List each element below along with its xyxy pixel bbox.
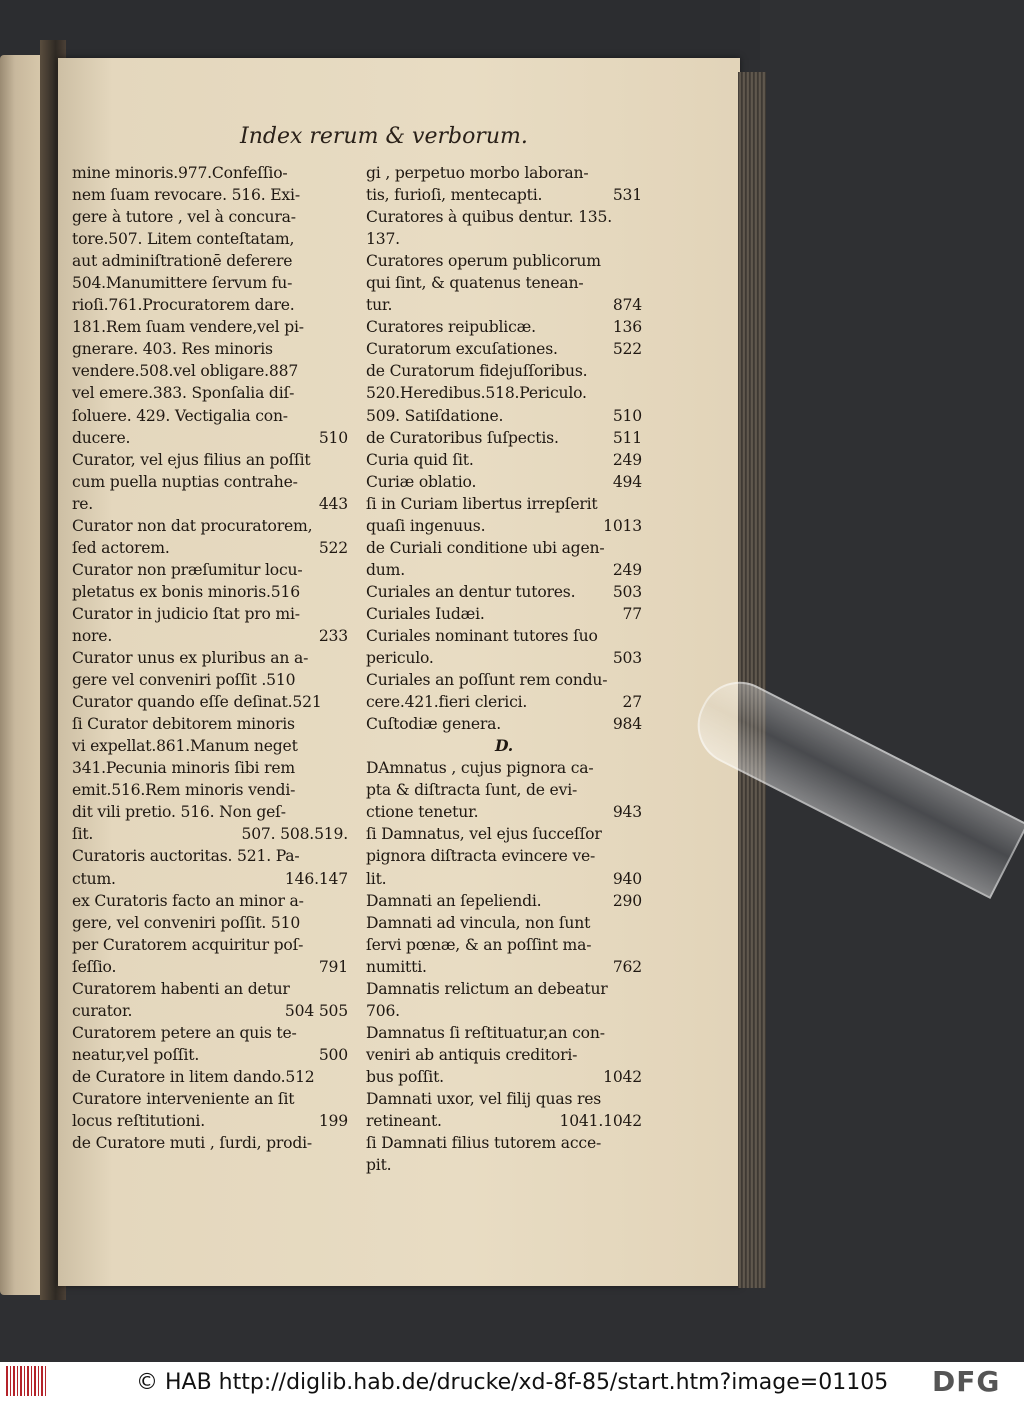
index-entry (72, 405, 348, 427)
index-entry-text: Damnati ad vincula, non ſunt (366, 913, 591, 932)
page-reference: 1042 (603, 1067, 642, 1086)
index-entry-text: 181.Rem ſuam vendere,vel pi- (72, 318, 304, 337)
index-entry-text: Curatore interveniente an ſit (72, 1089, 295, 1108)
index-entry-text: nem ſuam revocare. 516. Exi- (72, 186, 300, 205)
page-reference: 791 (318, 957, 348, 976)
index-entry (366, 272, 642, 294)
page-reference: 531 (612, 186, 642, 205)
index-entry-text: vel emere.383. Sponſalia diſ- (72, 384, 295, 403)
index-entry-text: 341.Pecunia minoris ſibi rem (72, 759, 295, 778)
index-entry-text: rioſi.761.Procuratorem dare. (72, 296, 295, 315)
index-entry-text: pit. (366, 1156, 392, 1175)
index-entry (366, 823, 642, 845)
index-entry-text: numitti. (366, 957, 427, 976)
index-entry (72, 868, 348, 890)
page-reference: 522 (318, 538, 348, 557)
page-reference: 249 (612, 450, 642, 469)
index-entry-text: ex Curatoris facto an minor a- (72, 891, 304, 910)
page-reference: 443 (318, 494, 348, 513)
index-entry-text: quaſi ingenuus. (366, 516, 486, 535)
index-entry (72, 316, 348, 338)
index-entry-text: lit. (366, 869, 387, 888)
index-entry (366, 206, 642, 228)
index-entry (72, 427, 348, 449)
index-entry (366, 1132, 642, 1154)
index-entry (366, 978, 642, 1000)
index-entry (366, 559, 642, 581)
index-entry-text: Curiales Iudæi. (366, 604, 485, 623)
index-entry-text: Curatores operum publicorum (366, 252, 601, 271)
backdrop-right (760, 0, 1024, 1360)
source-url[interactable]: © HAB http://diglib.hab.de/drucke/xd-8f-85/start.htm?image=01105 (136, 1370, 889, 1395)
page-reference: 290 (612, 891, 642, 910)
index-entry (366, 691, 642, 713)
page-reference: 762 (612, 957, 642, 976)
index-entry-text: Curator in judicio ſtat pro mi- (72, 604, 300, 623)
index-entry (366, 1044, 642, 1066)
index-entry-text: D. (495, 736, 513, 756)
index-entry (72, 1088, 348, 1110)
index-entry (72, 206, 348, 228)
index-entry (366, 382, 642, 404)
index-entry (72, 779, 348, 801)
page-reference: 146.147 (284, 869, 348, 888)
index-entry (366, 1000, 642, 1022)
page-reference: 874 (612, 296, 642, 315)
page-reference: 77 (622, 604, 642, 623)
index-entry-text: ſervi pœnæ, & an poſſint ma- (366, 935, 592, 954)
index-entry-text: cere.421.fieri clerici. (366, 693, 528, 712)
index-entry (366, 1066, 642, 1088)
index-entry-text: periculo. (366, 649, 434, 668)
page-reference: 503 (612, 582, 642, 601)
index-entry-text: nore. (72, 626, 113, 645)
index-entry-text: qui ſint, & quatenus tenean- (366, 274, 584, 293)
index-entry-text: veniri ab antiquis creditori- (366, 1045, 578, 1064)
index-entry (366, 625, 642, 647)
index-entry (72, 823, 348, 845)
index-entry (72, 1022, 348, 1044)
index-entry-text: Curiales an poſſunt rem condu- (366, 671, 608, 690)
index-entry-text: de Curatore muti , ſurdi, prodi- (72, 1134, 312, 1153)
index-entry (72, 647, 348, 669)
index-entry (72, 603, 348, 625)
page-reference: 984 (612, 715, 642, 734)
index-entry-text: vendere.508.vel obligare.887 (72, 362, 299, 381)
index-entry-text: ſi Curator debitorem minoris (72, 715, 295, 734)
index-entry-text: locus reſtitutioni. (72, 1112, 205, 1131)
index-entry (366, 515, 642, 537)
index-column-left (72, 162, 348, 1154)
page-reference: 522 (612, 340, 642, 359)
index-entry (72, 338, 348, 360)
index-entry-text: Damnatis relictum an debeatur (366, 979, 608, 998)
page-reference: 940 (612, 869, 642, 888)
index-entry (72, 449, 348, 471)
index-entry-text: tis, furioſi, mentecapti. (366, 186, 543, 205)
index-entry-text: mine minoris.977.Confeſſio- (72, 164, 288, 182)
index-entry (72, 757, 348, 779)
index-entry (366, 449, 642, 471)
index-entry (366, 471, 642, 493)
index-entry (72, 581, 348, 603)
index-entry-text: gere à tutore , vel à concura- (72, 208, 296, 227)
index-entry-text: pignora diſtracta evincere ve- (366, 847, 596, 866)
index-entry-text: aut adminiſtrationē deferere (72, 252, 293, 271)
index-entry (72, 845, 348, 867)
page-reference: 500 (318, 1045, 348, 1064)
index-entry (366, 890, 642, 912)
index-entry-text: pta & diſtracta ſunt, de evi- (366, 781, 578, 800)
index-entry (72, 691, 348, 713)
index-entry (72, 1110, 348, 1132)
index-entry-text: Damnati uxor, vel filij quas res (366, 1089, 602, 1108)
index-entry (72, 978, 348, 1000)
index-entry (366, 1088, 642, 1110)
index-entry-text: gnerare. 403. Res minoris (72, 340, 273, 359)
index-entry-text: 504.Manumittere ſervum fu- (72, 274, 293, 293)
index-entry-text: ctum. (72, 869, 116, 888)
index-entry-text: neatur,vel poſſit. (72, 1045, 200, 1064)
index-entry-text: bus poſſit. (366, 1067, 444, 1086)
index-entry-text: 509. Satiſdatione. (366, 406, 504, 425)
page-reference: 510 (318, 428, 348, 447)
index-entry-text: Cuſtodiæ genera. (366, 715, 501, 734)
hab-logo-icon (6, 1366, 46, 1396)
index-entry (366, 250, 642, 272)
index-entry-text: ducere. (72, 428, 131, 447)
index-entry-text: gi , perpetuo morbo laboran- (366, 164, 589, 182)
index-entry-text: ſi in Curiam libertus irrepſerit (366, 494, 598, 513)
index-entry (72, 228, 348, 250)
index-entry-text: emit.516.Rem minoris vendi- (72, 781, 296, 800)
index-entry (72, 735, 348, 757)
index-entry-text: Curatorem habenti an detur (72, 979, 290, 998)
index-entry (366, 779, 642, 801)
index-entry (366, 537, 642, 559)
index-entry-text: dum. (366, 560, 405, 579)
index-entry-text: de Curiali conditione ubi agen- (366, 538, 605, 557)
index-entry (72, 1000, 348, 1022)
index-entry (366, 757, 642, 779)
index-entry (72, 713, 348, 735)
index-entry (72, 625, 348, 647)
index-entry (72, 515, 348, 537)
page-reference: 510 (612, 406, 642, 425)
index-entry (366, 956, 642, 978)
index-entry (72, 382, 348, 404)
index-entry-text: Curatores à quibus dentur. 135. (366, 208, 613, 227)
index-entry (366, 316, 642, 338)
page-reference: 199 (318, 1112, 348, 1131)
index-entry (366, 184, 642, 206)
index-entry (366, 1022, 642, 1044)
index-entry (366, 934, 642, 956)
page-reference: 943 (612, 803, 642, 822)
page-reference: 27 (622, 693, 642, 712)
page-reference: 1041.1042 (559, 1112, 642, 1131)
index-entry (72, 493, 348, 515)
index-entry (366, 493, 642, 515)
index-entry-text: de Curatore in litem dando.512 (72, 1067, 315, 1086)
index-entry-text: cum puella nuptias contrahe- (72, 472, 298, 491)
page-reference: 503 (612, 649, 642, 668)
index-entry (366, 801, 642, 823)
index-entry (366, 647, 642, 669)
index-entry (366, 845, 642, 867)
index-entry-text: Curator non præſumitur locu- (72, 560, 303, 579)
index-entry-text: Damnatus ſi reſtituatur,an con- (366, 1023, 605, 1042)
index-entry-text: Curatorem petere an quis te- (72, 1023, 297, 1042)
index-entry-text: 706. (366, 1001, 400, 1020)
index-entry (72, 1044, 348, 1066)
index-entry-text: pletatus ex bonis minoris.516 (72, 582, 300, 601)
index-entry (366, 228, 642, 250)
page-reference: 507. 508.519. (241, 825, 348, 844)
index-entry (366, 162, 642, 184)
index-entry (72, 1066, 348, 1088)
page-reference: 504 505 (284, 1001, 348, 1020)
index-entry-text: gere, vel conveniri poſſit. 510 (72, 913, 301, 932)
index-entry-text: Curatoris auctoritas. 521. Pa- (72, 847, 300, 866)
index-entry-text: Curatores reipublicæ. (366, 318, 536, 337)
index-entry (72, 956, 348, 978)
index-entry-text: vi expellat.861.Manum neget (72, 737, 298, 756)
index-entry (72, 537, 348, 559)
index-entry-text: Curia quid ſit. (366, 450, 474, 469)
index-entry (72, 360, 348, 382)
index-entry (366, 427, 642, 449)
index-entry (366, 581, 642, 603)
page-edges (738, 72, 766, 1288)
index-entry (72, 250, 348, 272)
index-entry-text: ſi Damnatus, vel ejus ſucceſſor (366, 825, 602, 844)
index-entry-text: retineant. (366, 1112, 442, 1131)
index-entry (366, 713, 642, 735)
page-reference: 249 (612, 560, 642, 579)
index-entry-text: Curator, vel ejus filius an poſſit (72, 450, 311, 469)
index-entry (366, 868, 642, 890)
page-reference: 233 (318, 626, 348, 645)
index-entry-text: Curiales an dentur tutores. (366, 582, 576, 601)
index-column-right (366, 162, 642, 1176)
index-entry-text: DAmnatus , cujus pignora ca- (366, 759, 594, 778)
index-entry (72, 471, 348, 493)
index-entry (72, 934, 348, 956)
index-entry (72, 890, 348, 912)
running-head: Index rerum & verborum. (240, 124, 528, 149)
index-entry (366, 603, 642, 625)
index-entry-text: Damnati an ſepeliendi. (366, 891, 542, 910)
index-entry-text: Curator non dat procuratorem, (72, 516, 313, 535)
index-entry (366, 735, 642, 757)
index-entry (366, 405, 642, 427)
index-entry (366, 1110, 642, 1132)
index-entry (72, 669, 348, 691)
index-entry-text: ſoluere. 429. Vectigalia con- (72, 406, 288, 425)
index-entry (366, 294, 642, 316)
index-entry (366, 1154, 642, 1176)
index-entry-text: re. (72, 494, 94, 513)
index-entry-text: tur. (366, 296, 393, 315)
page-reference: 511 (612, 428, 642, 447)
index-entry (366, 912, 642, 934)
index-entry-text: 137. (366, 230, 400, 249)
index-entry-text: ſi Damnati filius tutorem acce- (366, 1134, 602, 1153)
index-entry-text: de Curatoribus ſuſpectis. (366, 428, 559, 447)
index-entry (72, 184, 348, 206)
index-entry (72, 1132, 348, 1154)
index-entry-text: ſit. (72, 825, 94, 844)
index-entry-text: de Curatorum fidejuſſoribus. (366, 362, 588, 381)
page-reference: 494 (612, 472, 642, 491)
index-entry-text: curator. (72, 1001, 133, 1020)
index-entry (72, 801, 348, 823)
index-entry-text: tore.507. Litem conteſtatam, (72, 230, 295, 249)
index-entry-text: ſed actorem. (72, 538, 170, 557)
index-entry-text: per Curatorem acquiritur poſ- (72, 935, 304, 954)
index-entry-text: ſeſſio. (72, 957, 117, 976)
index-entry (366, 669, 642, 691)
index-entry (72, 294, 348, 316)
index-entry-text: 520.Heredibus.518.Periculo. (366, 384, 587, 403)
page-reference: 1013 (603, 516, 642, 535)
index-entry (366, 360, 642, 382)
index-entry-text: Curatorum excuſationes. (366, 340, 558, 359)
index-entry (72, 559, 348, 581)
index-entry-text: dit vili pretio. 516. Non geſ- (72, 803, 286, 822)
index-entry-text: gere vel conveniri poſſit .510 (72, 671, 296, 690)
page-reference: 136 (612, 318, 642, 337)
dfg-logo: DFG (932, 1365, 1001, 1398)
index-entry (366, 338, 642, 360)
index-entry-text: Curator unus ex pluribus an a- (72, 649, 309, 668)
index-entry (72, 162, 348, 184)
index-entry-text: ctione tenetur. (366, 803, 479, 822)
index-entry (72, 272, 348, 294)
index-entry-text: Curator quando eſſe deſinat.521 (72, 693, 322, 712)
index-entry-text: Curiæ oblatio. (366, 472, 477, 491)
index-entry (72, 912, 348, 934)
index-entry-text: Curiales nominant tutores ſuo (366, 626, 598, 645)
